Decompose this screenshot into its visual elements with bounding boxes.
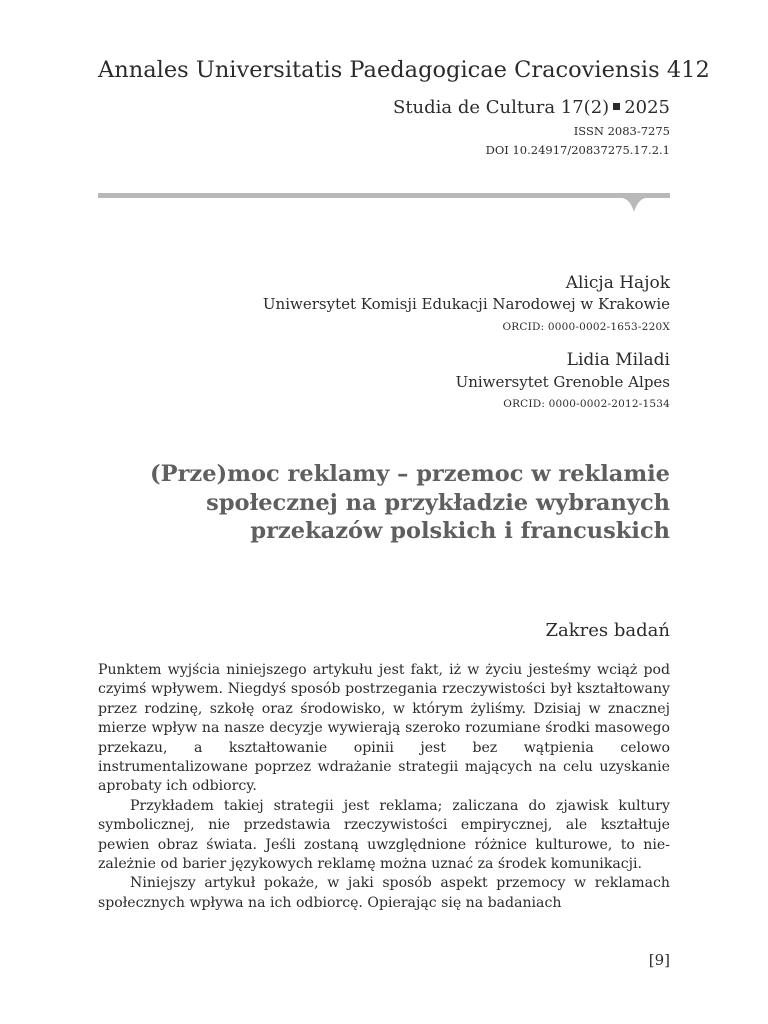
year: 2025 bbox=[624, 97, 670, 118]
author-name: Alicja Hajok bbox=[565, 273, 670, 293]
author-name: Lidia Miladi bbox=[566, 350, 670, 370]
paragraph: Punktem wyjścia niniejszego artykułu jest fakt, iż w życiu jesteśmy wciąż pod czyimś wpływem. Niegdyś sposób postrzegania rzeczywistości był kształtowany przez rodzinę, szkołę oraz środowisko, w którym żyliśmy. Dzisiaj w znacznej mierze wpływ na nasze decyzje wywierają szeroko rozumiane środki masowego przekazu, a kształtowanie opinii jest bez wątpienia celowo instrumentalizowane poprzez wdrażanie strategii mających na celu uzyskanie aprobaty ich odbiorcy. bbox=[98, 662, 670, 795]
article-title bbox=[98, 460, 670, 546]
paragraph: Niniejszy artykuł pokaże, w jaki sposób aspekt przemocy w reklamach społecznych wpływa na ich odbiorcę. Opierając się na badaniach bbox=[98, 875, 670, 911]
series-name: Studia de Cultura 17(2) bbox=[392, 97, 610, 118]
article-title-line: (Prze)moc reklamy – przemoc w reklamie bbox=[150, 461, 670, 487]
author-orcid: ORCID: 0000-0002-1653-220X bbox=[502, 321, 670, 333]
article-title-line: społecznej na przykładzie wybranych bbox=[206, 489, 670, 516]
author-affiliation: Uniwersytet Grenoble Alpes bbox=[455, 373, 670, 391]
paragraph: Przykładem takiej strategii jest reklama; zaliczana do zjawisk kultury symbolicznej, nie przedstawia rzeczywistości empirycznej, ale kształtuje pewien obraz świata. Jeśli zostaną uwzględnione różnice kulturowe, to niezależnie od barier językowych reklamę można uznać za środek komunikacji. bbox=[98, 797, 670, 873]
article-title-line: przekazów polskich i francuskich bbox=[250, 518, 670, 544]
doi: DOI 10.24917/20837275.17.2.1 bbox=[485, 143, 670, 157]
page-number: [9] bbox=[648, 951, 670, 969]
section-heading: Zakres badań bbox=[545, 620, 670, 641]
square-bullet-icon bbox=[613, 103, 620, 110]
body-text bbox=[98, 661, 670, 913]
journal-title: Annales Universitatis Paedagogicae Cracoviensis 412 bbox=[98, 57, 710, 83]
author-affiliation: Uniwersytet Komisji Edukacji Narodowej w Krakowie bbox=[262, 295, 670, 313]
author-orcid: ORCID: 0000-0002-2012-1534 bbox=[503, 398, 670, 410]
issn: ISSN 2083-7275 bbox=[573, 124, 670, 138]
series-line bbox=[98, 96, 670, 120]
header-rule-icon bbox=[98, 190, 670, 214]
